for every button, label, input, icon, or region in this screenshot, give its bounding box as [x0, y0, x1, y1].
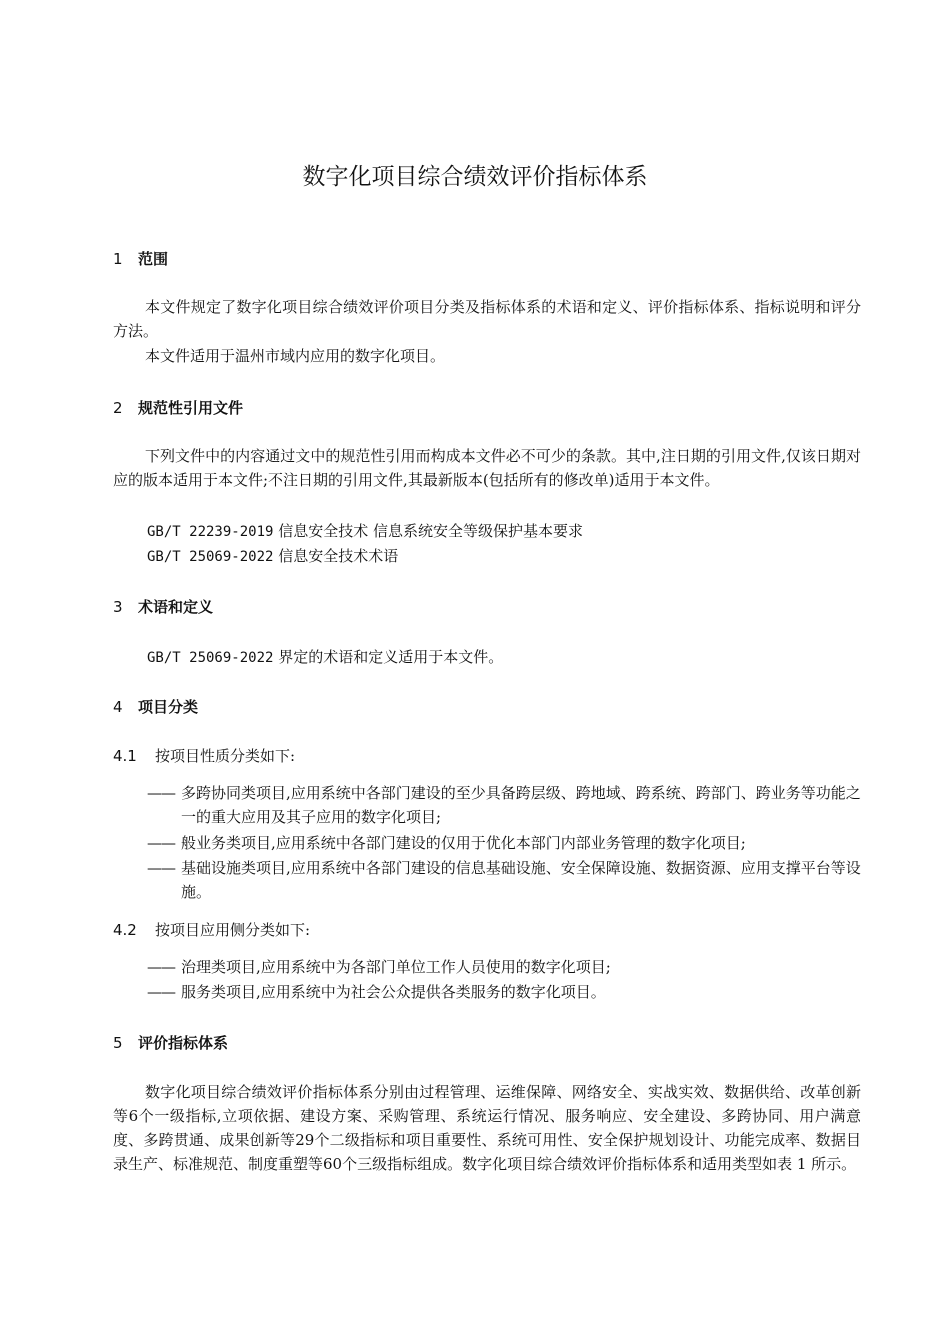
section-number: 5	[113, 1034, 123, 1052]
dash-marker: ——	[147, 834, 175, 852]
dash-marker: ——	[147, 859, 175, 877]
section-3-heading	[113, 596, 213, 617]
list-item	[147, 831, 861, 855]
section-5-heading	[113, 1032, 228, 1053]
section-number: 2	[113, 399, 123, 417]
section-number: 3	[113, 598, 123, 616]
normative-reference-1	[147, 520, 583, 541]
section-2-heading	[113, 397, 243, 418]
standard-code: GB/T 22239-2019	[147, 524, 274, 540]
section-title: 评价指标体系	[138, 1034, 229, 1052]
section-number: 4	[113, 698, 123, 716]
section-1-paragraph-2: 本文件适用于温州市域内应用的数字化项目。	[145, 347, 446, 365]
section-title: 范围	[138, 250, 169, 268]
standard-code: GB/T 25069-2022	[147, 650, 274, 666]
list-item	[147, 980, 861, 1004]
list-item	[147, 955, 861, 979]
section-title: 规范性引用文件	[138, 399, 244, 417]
section-3-paragraph	[147, 646, 503, 667]
section-title: 术语和定义	[138, 598, 214, 616]
subsection-title: 按项目应用侧分类如下:	[155, 921, 311, 939]
list-item-text: 服务类项目,应用系统中为社会公众提供各类服务的数字化项目。	[181, 983, 606, 1001]
standard-title: 信息安全技术 信息系统安全等级保护基本要求	[278, 522, 583, 540]
dash-marker: ——	[147, 983, 175, 1001]
dash-marker: ——	[147, 958, 175, 976]
list-item	[147, 781, 861, 829]
list-item-text: 基础设施类项目,应用系统中各部门建设的信息基础设施、安全保障设施、数据资源、应用支撑平台等设施。	[181, 859, 861, 901]
document-title: 数字化项目综合绩效评价指标体系	[302, 164, 648, 190]
section-4-heading	[113, 696, 198, 717]
section-title: 项目分类	[138, 698, 199, 716]
subsection-title: 按项目性质分类如下:	[155, 747, 296, 765]
subsection-number: 4.1	[113, 747, 137, 765]
section-1-heading	[113, 248, 168, 269]
section-2-paragraph-1: 下列文件中的内容通过文中的规范性引用而构成本文件必不可少的条款。其中,注日期的引用文件,仅该日期对应的版本适用于本文件;不注日期的引用文件,其最新版本(包括所有的修改单)适用于本文件。	[113, 447, 861, 489]
section-5-paragraph-1: 数字化项目综合绩效评价指标体系分别由过程管理、运维保障、网络安全、实战实效、数据供给、改革创新等6个一级指标,立项依据、建设方案、采购管理、系统运行情况、服务响应、安全建设、多跨协同、用户满意度、多跨贯通、成果创新等29个二级指标和项目重要性、系统可用性、安全保护规划设计、功能完成率、数据目录生产、标准规范、制度重塑等60个三级指标组成。数字化项目综合绩效评价指标体系和适用类型如表 1 所示。	[113, 1083, 861, 1173]
standard-code: GB/T 25069-2022	[147, 549, 274, 565]
dash-marker: ——	[147, 784, 175, 802]
standard-title: 信息安全技术术语	[278, 547, 399, 565]
list-item-text: 治理类项目,应用系统中为各部门单位工作人员使用的数字化项目;	[181, 958, 611, 976]
list-item-text: 般业务类项目,应用系统中各部门建设的仅用于优化本部门内部业务管理的数字化项目;	[181, 834, 746, 852]
list-item-text: 多跨协同类项目,应用系统中各部门建设的至少具备跨层级、跨地域、跨系统、跨部门、跨业务等功能之一的重大应用及其子应用的数字化项目;	[181, 784, 861, 826]
subsection-number: 4.2	[113, 921, 137, 939]
subsection-4-2-heading	[113, 919, 310, 940]
section-1-paragraph-1: 本文件规定了数字化项目综合绩效评价项目分类及指标体系的术语和定义、评价指标体系、指标说明和评分方法。	[113, 298, 861, 340]
definition-text: 界定的术语和定义适用于本文件。	[278, 648, 504, 666]
normative-reference-2	[147, 545, 398, 566]
section-number: 1	[113, 250, 123, 268]
subsection-4-1-heading	[113, 745, 295, 766]
list-item	[147, 856, 861, 904]
